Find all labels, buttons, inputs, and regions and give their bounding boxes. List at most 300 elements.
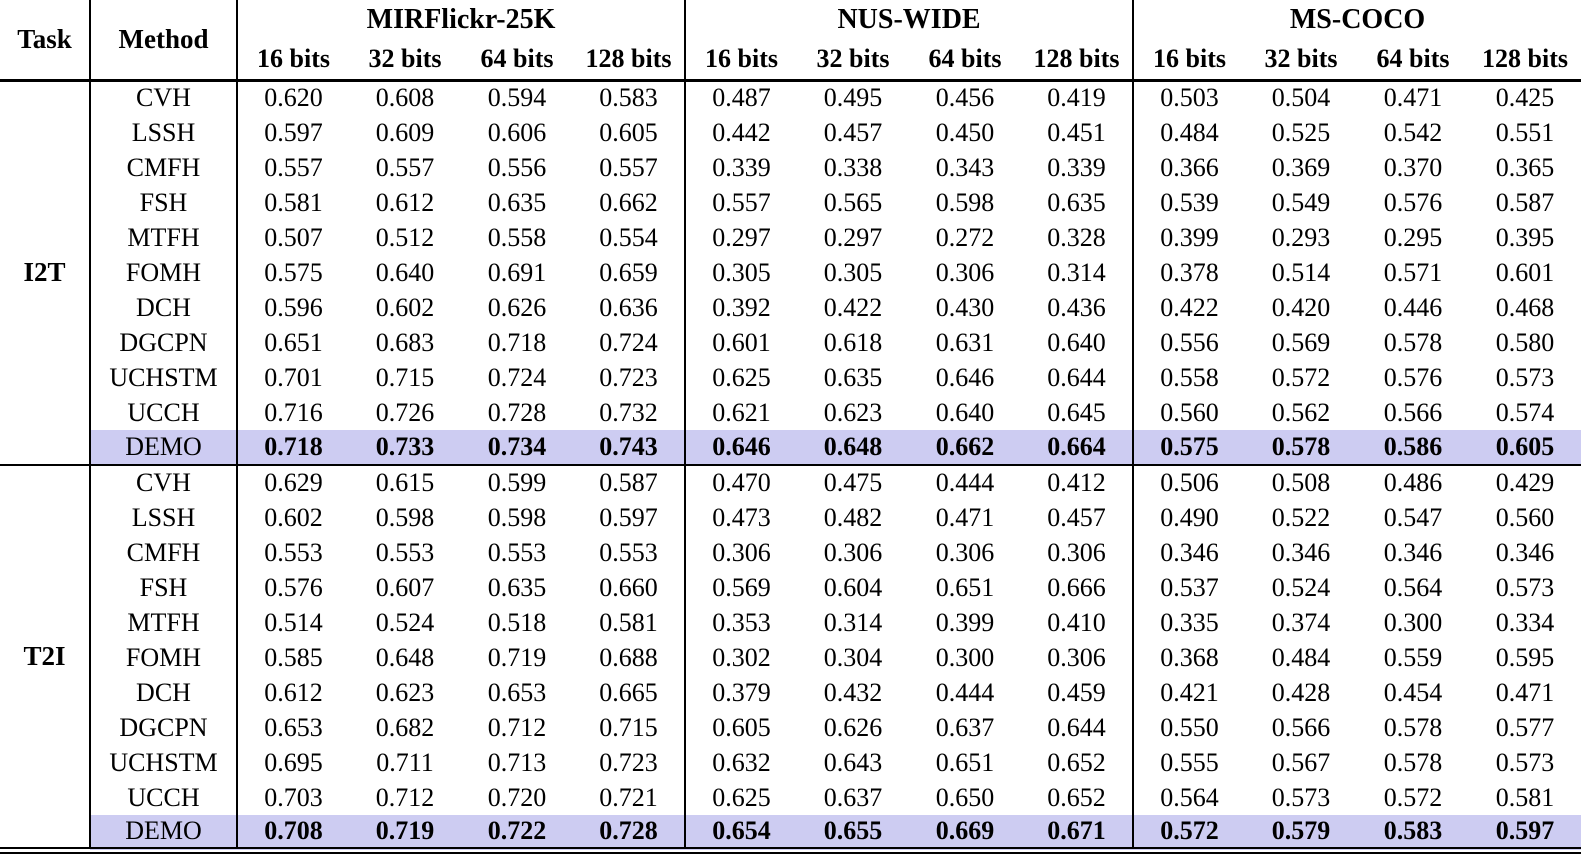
value-cell: 0.579 xyxy=(1245,815,1357,850)
value-cell: 0.334 xyxy=(1495,607,1555,637)
table-row xyxy=(0,395,1581,430)
value-cell: 0.576 xyxy=(1383,362,1443,392)
value-cell: 0.726 xyxy=(375,397,435,427)
value-cell: 0.651 xyxy=(264,327,323,357)
value-cell: 0.691 xyxy=(487,257,547,287)
value-cell: 0.338 xyxy=(823,152,883,182)
value-cell: 0.555 xyxy=(1160,747,1219,777)
value-cell: 0.597 xyxy=(573,500,685,535)
value-cell: 0.450 xyxy=(935,117,995,147)
value-cell: 0.640 xyxy=(375,257,435,287)
table-row xyxy=(0,780,1581,815)
value-cell: 0.556 xyxy=(1160,327,1219,357)
value-cell: 0.471 xyxy=(1495,677,1555,707)
table-row xyxy=(0,290,1581,325)
value-cell: 0.566 xyxy=(1271,712,1331,742)
method-cell: DCH xyxy=(90,290,237,325)
table-row xyxy=(0,325,1581,360)
value-cell: 0.374 xyxy=(1271,607,1331,637)
value-cell: 0.665 xyxy=(573,675,685,710)
value-cell: 0.473 xyxy=(712,502,771,532)
value-cell: 0.601 xyxy=(712,327,771,357)
table-row xyxy=(0,220,1581,255)
value-cell: 0.470 xyxy=(712,468,771,497)
value-cell: 0.369 xyxy=(1271,152,1331,182)
method-cell: UCCH xyxy=(90,780,237,815)
value-cell: 0.306 xyxy=(935,257,995,287)
value-cell: 0.565 xyxy=(823,187,883,217)
value-cell: 0.623 xyxy=(823,397,883,427)
value-cell: 0.715 xyxy=(375,362,435,392)
value-cell: 0.585 xyxy=(264,642,323,672)
table-row xyxy=(0,535,1581,570)
value-cell: 0.428 xyxy=(1271,677,1331,707)
value-cell: 0.421 xyxy=(1160,677,1219,707)
value-cell: 0.564 xyxy=(1160,782,1219,812)
value-cell: 0.471 xyxy=(1383,83,1443,113)
value-cell: 0.602 xyxy=(375,292,435,322)
value-cell: 0.557 xyxy=(573,150,685,185)
value-cell: 0.713 xyxy=(487,747,547,777)
value-cell: 0.637 xyxy=(935,712,995,742)
value-cell: 0.608 xyxy=(375,83,435,113)
value-cell: 0.578 xyxy=(1383,747,1443,777)
value-cell: 0.392 xyxy=(712,292,771,322)
value-cell: 0.395 xyxy=(1495,222,1555,252)
value-cell: 0.456 xyxy=(935,83,995,113)
value-cell: 0.587 xyxy=(1495,187,1555,217)
value-cell: 0.722 xyxy=(461,815,573,850)
value-cell: 0.451 xyxy=(1021,115,1133,150)
value-cell: 0.572 xyxy=(1383,782,1443,812)
value-cell: 0.743 xyxy=(573,430,685,465)
value-cell: 0.370 xyxy=(1383,152,1443,182)
value-cell: 0.581 xyxy=(573,605,685,640)
value-cell: 0.577 xyxy=(1495,712,1555,742)
value-cell: 0.575 xyxy=(1133,430,1245,465)
table-row xyxy=(0,500,1581,535)
value-cell: 0.631 xyxy=(935,327,995,357)
value-cell: 0.335 xyxy=(1160,607,1219,637)
method-cell: FSH xyxy=(90,185,237,220)
value-cell: 0.306 xyxy=(1021,535,1133,570)
value-cell: 0.583 xyxy=(573,80,685,115)
method-cell: CMFH xyxy=(90,535,237,570)
bits-header: 32 bits xyxy=(816,44,890,74)
value-cell: 0.573 xyxy=(1495,747,1555,777)
value-cell: 0.425 xyxy=(1495,83,1555,113)
value-cell: 0.607 xyxy=(375,572,435,602)
value-cell: 0.626 xyxy=(487,292,547,322)
value-cell: 0.328 xyxy=(1021,220,1133,255)
value-cell: 0.504 xyxy=(1271,83,1331,113)
value-cell: 0.618 xyxy=(823,327,883,357)
value-cell: 0.605 xyxy=(1469,430,1581,465)
value-cell: 0.635 xyxy=(487,187,547,217)
value-cell: 0.640 xyxy=(1021,325,1133,360)
value-cell: 0.339 xyxy=(712,152,771,182)
value-cell: 0.645 xyxy=(1021,395,1133,430)
value-cell: 0.648 xyxy=(797,430,909,465)
value-cell: 0.297 xyxy=(712,222,771,252)
method-cell: FOMH xyxy=(90,640,237,675)
value-cell: 0.644 xyxy=(1021,360,1133,395)
value-cell: 0.503 xyxy=(1160,83,1219,113)
value-cell: 0.522 xyxy=(1271,502,1331,532)
value-cell: 0.537 xyxy=(1160,572,1219,602)
value-cell: 0.578 xyxy=(1383,327,1443,357)
bits-header: 64 bits xyxy=(480,44,554,74)
value-cell: 0.578 xyxy=(1383,712,1443,742)
value-cell: 0.574 xyxy=(1495,397,1555,427)
table-row xyxy=(0,255,1581,290)
value-cell: 0.573 xyxy=(1495,362,1555,392)
table-row xyxy=(0,360,1581,395)
value-cell: 0.422 xyxy=(823,292,883,322)
value-cell: 0.560 xyxy=(1160,397,1219,427)
value-cell: 0.429 xyxy=(1495,468,1555,497)
value-cell: 0.430 xyxy=(935,292,995,322)
value-cell: 0.719 xyxy=(487,642,547,672)
value-cell: 0.557 xyxy=(375,152,435,182)
value-cell: 0.662 xyxy=(573,185,685,220)
table-row xyxy=(0,185,1581,220)
table-row xyxy=(0,745,1581,780)
value-cell: 0.576 xyxy=(1383,187,1443,217)
value-cell: 0.573 xyxy=(1271,782,1331,812)
method-cell: DGCPN xyxy=(90,710,237,745)
value-cell: 0.623 xyxy=(375,677,435,707)
bits-header: 64 bits xyxy=(1376,44,1450,74)
value-cell: 0.651 xyxy=(935,572,995,602)
task-label: T2I xyxy=(0,465,90,850)
value-cell: 0.575 xyxy=(264,257,323,287)
value-cell: 0.637 xyxy=(823,782,883,812)
dataset-header-nus-wide: NUS-WIDE xyxy=(685,0,1133,40)
value-cell: 0.653 xyxy=(264,712,323,742)
bits-header: 16 bits xyxy=(257,44,330,74)
value-cell: 0.587 xyxy=(573,465,685,500)
value-cell: 0.293 xyxy=(1271,222,1331,252)
value-cell: 0.718 xyxy=(487,327,547,357)
value-cell: 0.459 xyxy=(1021,675,1133,710)
header-bits-row xyxy=(0,40,1581,80)
value-cell: 0.669 xyxy=(909,815,1021,850)
value-cell: 0.550 xyxy=(1160,712,1219,742)
value-cell: 0.560 xyxy=(1495,502,1555,532)
value-cell: 0.300 xyxy=(1383,607,1443,637)
value-cell: 0.733 xyxy=(349,430,461,465)
value-cell: 0.297 xyxy=(823,222,883,252)
table-row xyxy=(0,605,1581,640)
bits-header: 128 bits xyxy=(1021,40,1133,80)
value-cell: 0.482 xyxy=(823,502,883,532)
value-cell: 0.508 xyxy=(1271,468,1331,497)
dataset-header-mirflickr-25k: MIRFlickr-25K xyxy=(237,0,685,40)
value-cell: 0.599 xyxy=(487,468,547,497)
value-cell: 0.659 xyxy=(573,255,685,290)
value-cell: 0.654 xyxy=(685,815,797,850)
value-cell: 0.457 xyxy=(1021,500,1133,535)
value-cell: 0.640 xyxy=(935,397,995,427)
value-cell: 0.653 xyxy=(487,677,547,707)
value-cell: 0.454 xyxy=(1383,677,1443,707)
method-cell: MTFH xyxy=(90,220,237,255)
value-cell: 0.711 xyxy=(376,747,434,777)
value-cell: 0.553 xyxy=(487,537,547,567)
value-cell: 0.573 xyxy=(1495,572,1555,602)
value-cell: 0.651 xyxy=(935,747,995,777)
method-cell: FOMH xyxy=(90,255,237,290)
value-cell: 0.557 xyxy=(712,187,771,217)
value-cell: 0.567 xyxy=(1271,747,1331,777)
value-cell: 0.715 xyxy=(573,710,685,745)
bits-header: 128 bits xyxy=(1482,44,1569,74)
value-cell: 0.605 xyxy=(573,115,685,150)
method-cell: MTFH xyxy=(90,605,237,640)
value-cell: 0.612 xyxy=(264,677,323,707)
task-column-header: Task xyxy=(0,0,90,80)
bits-header: 128 bits xyxy=(573,40,685,80)
value-cell: 0.495 xyxy=(823,83,883,113)
value-cell: 0.724 xyxy=(487,362,547,392)
value-cell: 0.305 xyxy=(712,257,771,287)
value-cell: 0.553 xyxy=(573,535,685,570)
method-cell: LSSH xyxy=(90,500,237,535)
value-cell: 0.365 xyxy=(1495,152,1555,182)
value-cell: 0.718 xyxy=(237,430,349,465)
value-cell: 0.602 xyxy=(264,502,323,532)
value-cell: 0.682 xyxy=(375,712,435,742)
value-cell: 0.343 xyxy=(935,152,995,182)
value-cell: 0.625 xyxy=(712,782,771,812)
bits-header: 16 bits xyxy=(705,44,778,74)
value-cell: 0.422 xyxy=(1160,292,1219,322)
table-row xyxy=(0,640,1581,675)
value-cell: 0.346 xyxy=(1383,537,1443,567)
value-cell: 0.468 xyxy=(1495,292,1555,322)
method-cell: CMFH xyxy=(90,150,237,185)
value-cell: 0.597 xyxy=(1469,815,1581,850)
value-cell: 0.569 xyxy=(712,572,771,602)
bits-header: 32 bits xyxy=(368,44,442,74)
value-cell: 0.660 xyxy=(573,570,685,605)
value-cell: 0.576 xyxy=(264,572,323,602)
value-cell: 0.457 xyxy=(823,117,883,147)
value-cell: 0.346 xyxy=(1160,537,1219,567)
value-cell: 0.514 xyxy=(264,607,323,637)
value-cell: 0.732 xyxy=(573,395,685,430)
value-cell: 0.604 xyxy=(823,572,883,602)
value-cell: 0.666 xyxy=(1021,570,1133,605)
value-cell: 0.583 xyxy=(1357,815,1469,850)
value-cell: 0.646 xyxy=(685,430,797,465)
value-cell: 0.643 xyxy=(823,747,883,777)
section-i2t xyxy=(0,80,1581,465)
value-cell: 0.518 xyxy=(487,607,547,637)
value-cell: 0.346 xyxy=(1495,537,1555,567)
value-cell: 0.419 xyxy=(1021,80,1133,115)
value-cell: 0.580 xyxy=(1495,327,1555,357)
table-row xyxy=(0,815,1581,850)
bits-header: 16 bits xyxy=(1153,44,1227,74)
value-cell: 0.295 xyxy=(1383,222,1443,252)
table-row xyxy=(0,150,1581,185)
value-cell: 0.728 xyxy=(573,815,685,850)
value-cell: 0.572 xyxy=(1271,362,1331,392)
value-cell: 0.720 xyxy=(487,782,547,812)
value-cell: 0.644 xyxy=(1021,710,1133,745)
value-cell: 0.553 xyxy=(375,537,435,567)
value-cell: 0.596 xyxy=(264,292,323,322)
value-cell: 0.703 xyxy=(264,782,323,812)
value-cell: 0.525 xyxy=(1271,117,1331,147)
value-cell: 0.586 xyxy=(1357,430,1469,465)
value-cell: 0.635 xyxy=(487,572,547,602)
value-cell: 0.512 xyxy=(375,222,435,252)
method-cell: DEMO xyxy=(90,430,237,465)
value-cell: 0.612 xyxy=(375,187,435,217)
value-cell: 0.551 xyxy=(1495,117,1555,147)
value-cell: 0.652 xyxy=(1021,780,1133,815)
value-cell: 0.547 xyxy=(1383,502,1443,532)
table-row xyxy=(0,570,1581,605)
value-cell: 0.581 xyxy=(1495,782,1555,812)
value-cell: 0.524 xyxy=(1271,572,1331,602)
value-cell: 0.671 xyxy=(1021,815,1133,850)
value-cell: 0.554 xyxy=(573,220,685,255)
value-cell: 0.569 xyxy=(1271,327,1331,357)
value-cell: 0.594 xyxy=(487,83,547,113)
value-cell: 0.572 xyxy=(1133,815,1245,850)
value-cell: 0.556 xyxy=(487,152,547,182)
table-row xyxy=(0,675,1581,710)
value-cell: 0.366 xyxy=(1160,152,1219,182)
value-cell: 0.597 xyxy=(264,117,323,147)
value-cell: 0.688 xyxy=(573,640,685,675)
value-cell: 0.652 xyxy=(1021,745,1133,780)
value-cell: 0.514 xyxy=(1271,257,1331,287)
value-cell: 0.410 xyxy=(1021,605,1133,640)
value-cell: 0.635 xyxy=(1021,185,1133,220)
value-cell: 0.598 xyxy=(375,502,435,532)
value-cell: 0.475 xyxy=(823,468,883,497)
table-row xyxy=(0,430,1581,465)
method-cell: UCHSTM xyxy=(90,360,237,395)
method-cell: DCH xyxy=(90,675,237,710)
table-row xyxy=(0,465,1581,500)
method-cell: DGCPN xyxy=(90,325,237,360)
method-cell: CVH xyxy=(90,80,237,115)
value-cell: 0.412 xyxy=(1021,465,1133,500)
value-cell: 0.724 xyxy=(573,325,685,360)
value-cell: 0.486 xyxy=(1383,468,1443,497)
value-cell: 0.648 xyxy=(375,642,435,672)
table-row xyxy=(0,710,1581,745)
value-cell: 0.378 xyxy=(1160,257,1219,287)
value-cell: 0.578 xyxy=(1245,430,1357,465)
value-cell: 0.542 xyxy=(1383,117,1443,147)
value-cell: 0.524 xyxy=(375,607,435,637)
dataset-header-ms-coco: MS-COCO xyxy=(1289,4,1426,35)
value-cell: 0.664 xyxy=(1021,430,1133,465)
value-cell: 0.620 xyxy=(264,83,323,113)
value-cell: 0.506 xyxy=(1160,468,1219,497)
value-cell: 0.581 xyxy=(264,187,323,217)
method-column-header: Method xyxy=(90,0,237,80)
header-group-row xyxy=(0,0,1581,40)
value-cell: 0.557 xyxy=(264,152,323,182)
task-label: I2T xyxy=(0,80,90,465)
value-cell: 0.353 xyxy=(712,607,771,637)
value-cell: 0.598 xyxy=(487,502,547,532)
value-cell: 0.444 xyxy=(935,677,995,707)
value-cell: 0.605 xyxy=(712,712,771,742)
value-cell: 0.304 xyxy=(823,642,883,672)
value-cell: 0.606 xyxy=(487,117,547,147)
table-row xyxy=(0,115,1581,150)
value-cell: 0.346 xyxy=(1271,537,1331,567)
value-cell: 0.305 xyxy=(823,257,883,287)
value-cell: 0.635 xyxy=(823,362,883,392)
value-cell: 0.625 xyxy=(712,362,771,392)
value-cell: 0.632 xyxy=(712,747,771,777)
value-cell: 0.559 xyxy=(1383,642,1443,672)
value-cell: 0.650 xyxy=(935,782,995,812)
value-cell: 0.539 xyxy=(1160,187,1219,217)
value-cell: 0.564 xyxy=(1383,572,1443,602)
value-cell: 0.701 xyxy=(264,362,323,392)
method-cell: UCHSTM xyxy=(90,745,237,780)
value-cell: 0.655 xyxy=(797,815,909,850)
method-cell: LSSH xyxy=(90,115,237,150)
value-cell: 0.306 xyxy=(712,537,771,567)
value-cell: 0.272 xyxy=(935,222,995,252)
value-cell: 0.368 xyxy=(1160,642,1219,672)
value-cell: 0.484 xyxy=(1160,117,1219,147)
value-cell: 0.420 xyxy=(1271,292,1331,322)
value-cell: 0.553 xyxy=(264,537,323,567)
value-cell: 0.302 xyxy=(712,642,771,672)
value-cell: 0.444 xyxy=(935,468,995,497)
table-row xyxy=(0,80,1581,115)
value-cell: 0.636 xyxy=(573,290,685,325)
method-cell: FSH xyxy=(90,570,237,605)
value-cell: 0.615 xyxy=(375,468,435,497)
value-cell: 0.708 xyxy=(237,815,349,850)
value-cell: 0.306 xyxy=(1021,640,1133,675)
value-cell: 0.379 xyxy=(712,677,771,707)
value-cell: 0.399 xyxy=(935,607,995,637)
value-cell: 0.595 xyxy=(1495,642,1555,672)
table-header xyxy=(0,0,1581,80)
value-cell: 0.399 xyxy=(1160,222,1219,252)
value-cell: 0.549 xyxy=(1271,187,1331,217)
value-cell: 0.306 xyxy=(823,537,883,567)
value-cell: 0.728 xyxy=(487,397,547,427)
value-cell: 0.436 xyxy=(1021,290,1133,325)
value-cell: 0.646 xyxy=(935,362,995,392)
value-cell: 0.626 xyxy=(823,712,883,742)
value-cell: 0.598 xyxy=(935,187,995,217)
value-cell: 0.629 xyxy=(264,468,323,497)
value-cell: 0.734 xyxy=(461,430,573,465)
value-cell: 0.484 xyxy=(1271,642,1331,672)
value-cell: 0.712 xyxy=(487,712,547,742)
value-cell: 0.314 xyxy=(1021,255,1133,290)
value-cell: 0.601 xyxy=(1495,257,1555,287)
method-cell: CVH xyxy=(90,465,237,500)
